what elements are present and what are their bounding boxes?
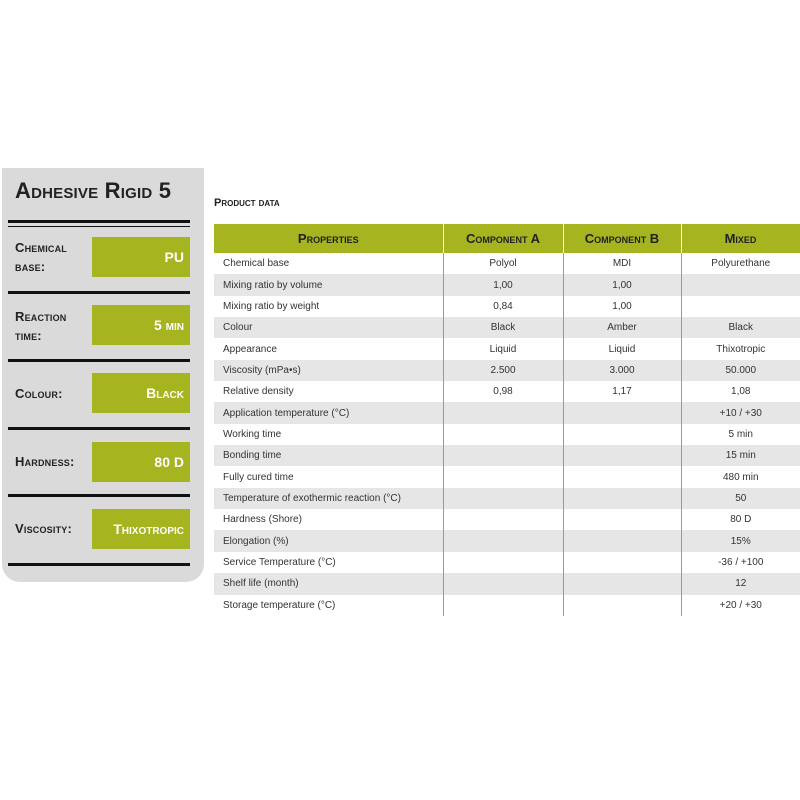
column-header: Component B	[563, 224, 681, 253]
table-cell: Polyol	[443, 253, 563, 274]
table-cell	[563, 530, 681, 551]
table-cell: Colour	[214, 317, 443, 338]
divider	[8, 427, 190, 430]
table-cell: 80 D	[681, 509, 800, 530]
table-cell: 0,84	[443, 296, 563, 317]
table-cell	[563, 595, 681, 616]
table-cell: 50	[681, 488, 800, 509]
table-cell: +10 / +30	[681, 402, 800, 423]
table-cell: Elongation (%)	[214, 530, 443, 551]
table-row	[214, 317, 800, 338]
table-cell: Service Temperature (°C)	[214, 552, 443, 573]
product-title	[15, 178, 195, 204]
table-cell: Working time	[214, 424, 443, 445]
table-cell	[563, 424, 681, 445]
table-cell: 2.500	[443, 360, 563, 381]
table-cell: Temperature of exothermic reaction (°C)	[214, 488, 443, 509]
table-cell: Appearance	[214, 338, 443, 359]
table-cell: Hardness (Shore)	[214, 509, 443, 530]
spec-value-chemical-base: PU	[92, 237, 190, 277]
table-cell	[443, 466, 563, 487]
table-cell: Thixotropic	[681, 338, 800, 359]
table-cell: Liquid	[443, 338, 563, 359]
table-cell: Application temperature (°C)	[214, 402, 443, 423]
table-cell: 1,00	[563, 296, 681, 317]
table-cell: 1,00	[563, 274, 681, 295]
spec-label-chemical-base: Chemical base:	[15, 240, 67, 274]
table-row	[214, 445, 800, 466]
table-cell: 1,00	[443, 274, 563, 295]
table-cell: 5 min	[681, 424, 800, 445]
table-cell: 12	[681, 573, 800, 594]
table-cell: Liquid	[563, 338, 681, 359]
column-header: Properties	[214, 224, 443, 253]
spec-value-reaction-time: 5 min	[92, 305, 190, 345]
table-cell: 0,98	[443, 381, 563, 402]
table-cell	[443, 573, 563, 594]
spec-label-reaction-time: Reaction time:	[15, 309, 67, 343]
table-cell: Chemical base	[214, 253, 443, 274]
product-title-second: Rigid 5	[104, 178, 172, 203]
table-cell: MDI	[563, 253, 681, 274]
table-cell	[681, 274, 800, 295]
table-row	[214, 360, 800, 381]
table-cell: 1,17	[563, 381, 681, 402]
table-cell	[443, 552, 563, 573]
spec-label-colour: Colour:	[15, 386, 63, 401]
table-cell: 480 min	[681, 466, 800, 487]
table-cell: Black	[443, 317, 563, 338]
table-header-row	[214, 224, 800, 253]
table-cell: 15%	[681, 530, 800, 551]
table-cell: Mixing ratio by volume	[214, 274, 443, 295]
table-cell	[443, 595, 563, 616]
table-cell: 15 min	[681, 445, 800, 466]
table-cell	[681, 296, 800, 317]
table-cell	[443, 424, 563, 445]
table-cell	[563, 445, 681, 466]
table-cell: Relative density	[214, 381, 443, 402]
table-cell	[443, 530, 563, 551]
table-cell: Viscosity (mPa•s)	[214, 360, 443, 381]
table-row	[214, 381, 800, 402]
table-cell: 50.000	[681, 360, 800, 381]
table-cell: +20 / +30	[681, 595, 800, 616]
table-row	[214, 402, 800, 423]
table-cell	[443, 509, 563, 530]
table-cell: -36 / +100	[681, 552, 800, 573]
table-row	[214, 573, 800, 594]
table-cell	[563, 488, 681, 509]
table-cell	[563, 573, 681, 594]
table-cell: Mixing ratio by weight	[214, 296, 443, 317]
table-row	[214, 424, 800, 445]
table-cell: Polyurethane	[681, 253, 800, 274]
divider	[8, 220, 190, 227]
table-cell: 1,08	[681, 381, 800, 402]
table-row	[214, 552, 800, 573]
table-cell	[443, 488, 563, 509]
table-cell	[563, 509, 681, 530]
spec-value-hardness: 80 D	[92, 442, 190, 482]
divider	[8, 359, 190, 362]
table-row	[214, 253, 800, 274]
table-row	[214, 488, 800, 509]
product-data-table	[214, 224, 800, 616]
table-cell: Fully cured time	[214, 466, 443, 487]
product-title-first: Adhesive	[15, 178, 99, 203]
column-header: Mixed	[681, 224, 800, 253]
spec-value-colour: Black	[92, 373, 190, 413]
table-cell: Bonding time	[214, 445, 443, 466]
table-cell	[443, 402, 563, 423]
table-cell	[443, 445, 563, 466]
table-cell: Amber	[563, 317, 681, 338]
column-header: Component A	[443, 224, 563, 253]
table-cell: 3.000	[563, 360, 681, 381]
divider	[8, 494, 190, 497]
divider	[8, 563, 190, 566]
section-title: Product data	[214, 197, 280, 209]
table-cell: Storage temperature (°C)	[214, 595, 443, 616]
table-row	[214, 509, 800, 530]
table-row	[214, 274, 800, 295]
table-cell: Black	[681, 317, 800, 338]
table-row	[214, 296, 800, 317]
table-row	[214, 530, 800, 551]
spec-label-hardness: Hardness:	[15, 454, 75, 469]
divider	[8, 291, 190, 294]
table-cell: Shelf life (month)	[214, 573, 443, 594]
table-row	[214, 466, 800, 487]
table-cell	[563, 466, 681, 487]
table-row	[214, 338, 800, 359]
spec-value-viscosity: Thixotropic	[92, 509, 190, 549]
table-cell	[563, 402, 681, 423]
table-row	[214, 595, 800, 616]
table-cell	[563, 552, 681, 573]
spec-label-viscosity: Viscosity:	[15, 521, 73, 536]
